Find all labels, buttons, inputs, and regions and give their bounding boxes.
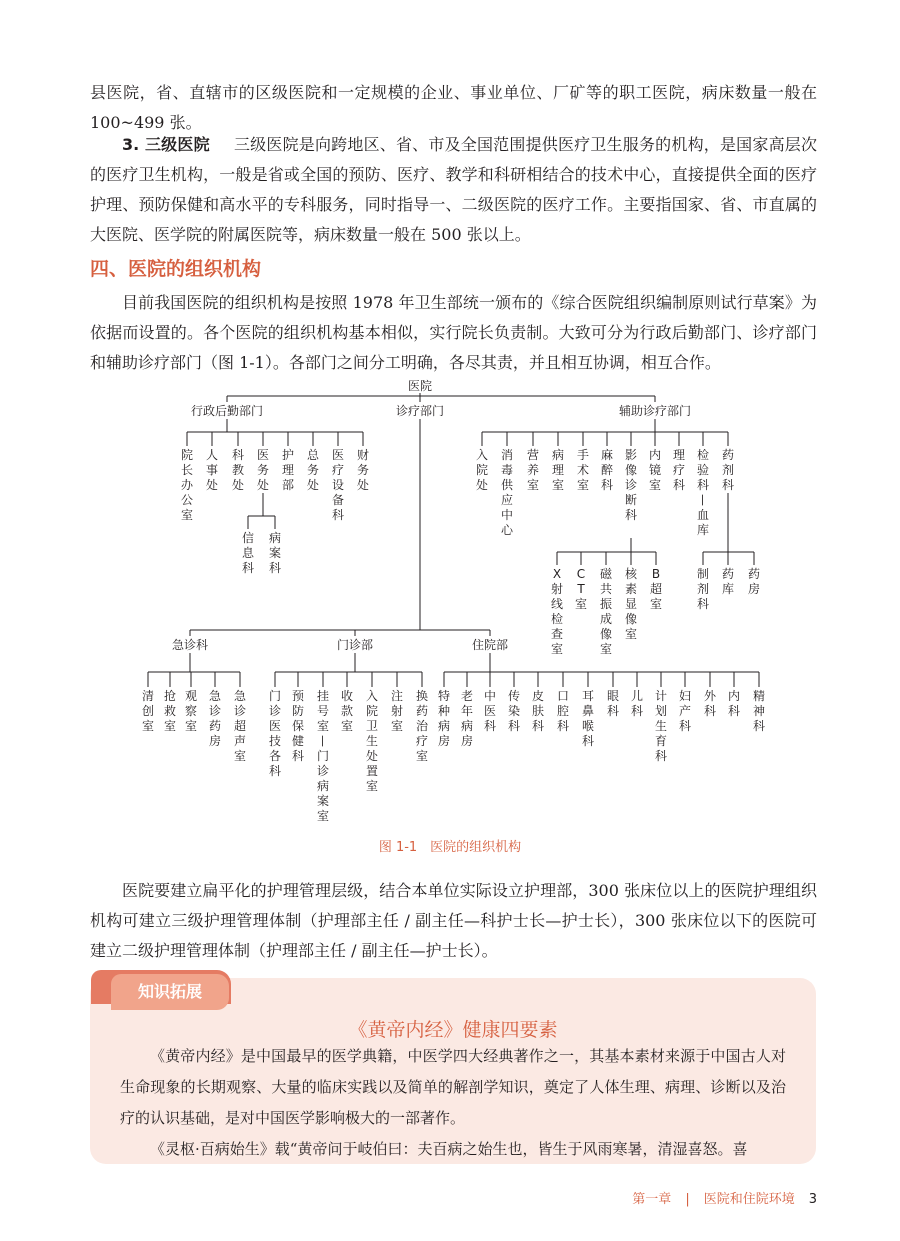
org-char: 科 — [678, 719, 692, 733]
org-char: 药 — [721, 448, 735, 462]
org-char: 内 — [727, 689, 741, 703]
org-inpatient-item — [582, 689, 594, 748]
org-char: 生 — [365, 734, 379, 748]
org-char: 库 — [721, 582, 735, 596]
org-char: 科 — [331, 508, 345, 522]
org-char: 共 — [599, 582, 613, 596]
section-heading: 四、医院的组织机构 — [90, 258, 262, 280]
org-char: 振 — [599, 597, 613, 611]
org-char: 门 — [316, 749, 330, 763]
org-char: 设 — [331, 478, 345, 492]
org-pharmacy-sub-item — [748, 567, 760, 596]
org-char: 药 — [415, 704, 429, 718]
paragraph-secondary-hospital: 县医院，省、直辖市的区级医院和一定规模的企业、事业单位、厂矿等的职工医院，病床数量一般在100~499 张。 — [90, 83, 817, 132]
org-char: 年 — [460, 704, 474, 718]
org-inpatient-item — [753, 688, 765, 733]
org-char: 室 — [624, 627, 638, 641]
org-char: 养 — [526, 463, 540, 477]
org-char: 检 — [696, 448, 710, 462]
org-char: 室 — [574, 597, 588, 611]
org-char: 疗 — [331, 463, 345, 477]
org-inpatient-item — [557, 689, 569, 733]
org-auxiliary-item — [577, 448, 589, 492]
org-char: 心 — [500, 523, 514, 537]
org-char: 射 — [550, 582, 564, 596]
org-char: 察 — [184, 704, 198, 718]
org-char: 处 — [205, 478, 219, 492]
org-char: 信 — [241, 531, 255, 545]
org-char: 特 — [437, 689, 451, 703]
org-emergency-item — [234, 688, 247, 763]
org-char: 抢 — [163, 689, 177, 703]
org-char: 划 — [654, 704, 668, 718]
org-char: 病 — [268, 531, 282, 545]
org-char: 室 — [648, 478, 662, 492]
org-char: 医 — [483, 704, 497, 718]
org-char: 院 — [180, 448, 194, 462]
org-char: 制 — [696, 567, 710, 581]
org-char: 院 — [365, 704, 379, 718]
org-outpatient-item — [292, 689, 304, 763]
org-char: 声 — [233, 734, 247, 748]
org-char: 像 — [624, 612, 638, 626]
org-char: 案 — [268, 546, 282, 560]
org-inpatient-item — [704, 689, 717, 718]
org-char: 总 — [306, 448, 320, 462]
org-inpatient-item — [607, 689, 619, 718]
org-char: 像 — [624, 463, 638, 477]
org-char: 预 — [291, 689, 305, 703]
org-admin-dept: 行政后勤部门 — [190, 404, 264, 418]
org-char: 诊 — [624, 478, 638, 492]
org-char: X — [552, 567, 562, 581]
org-char: 室 — [233, 749, 247, 763]
org-char: 室 — [184, 719, 198, 733]
org-char: 麻 — [600, 448, 614, 462]
org-char: 救 — [163, 704, 177, 718]
org-char: 入 — [365, 689, 379, 703]
knowledge-paragraph-1: 《黄帝内经》是中国最早的医学典籍，中医学四大经典著作之一，其基本素材来源于中国古人对生命现象的长期观察、大量的临床实践以及简单的解剖学知识，奠定了人体生理、病理、诊断以及治疗的认识基础，是对中国医学影响极大的一部著作。 — [120, 1047, 786, 1127]
org-char: 科 — [268, 561, 282, 575]
org-admin-item — [357, 447, 369, 492]
knowledge-title: 《黄帝内经》健康四要素 — [348, 1019, 558, 1041]
org-char: 检 — [550, 612, 564, 626]
org-char: 急 — [233, 689, 247, 703]
org-char: 醉 — [600, 463, 614, 477]
org-clinical-dept: 诊疗部门 — [395, 404, 445, 418]
org-char: — — [316, 735, 330, 747]
org-char: 妇 — [678, 689, 692, 703]
org-admin-item — [257, 448, 269, 492]
org-char: 疗 — [415, 734, 429, 748]
org-char: 号 — [316, 704, 330, 718]
org-pharmacy-sub-item — [697, 566, 709, 611]
footer-divider: | — [685, 1192, 690, 1207]
org-char: 理 — [551, 463, 565, 477]
org-char: 卫 — [365, 719, 379, 733]
org-char: 房 — [460, 734, 474, 748]
org-char: 护 — [281, 448, 295, 462]
org-char: 务 — [306, 463, 320, 477]
org-char: 科 — [696, 478, 710, 492]
org-char: 诊 — [233, 704, 247, 718]
org-char: 科 — [241, 561, 255, 575]
org-char: 皮 — [531, 689, 545, 703]
org-inpatient-item — [679, 688, 691, 733]
org-auxiliary-item — [722, 448, 734, 492]
org-char: 房 — [747, 582, 761, 596]
org-char: 事 — [205, 463, 219, 477]
org-char: 传 — [507, 689, 521, 703]
org-char: 肤 — [531, 704, 545, 718]
org-char: 处 — [475, 478, 489, 492]
org-char: 种 — [437, 704, 451, 718]
org-admin-item — [282, 447, 294, 492]
org-char: 生 — [654, 719, 668, 733]
org-char: 外 — [703, 689, 717, 703]
org-char: 眼 — [606, 689, 620, 703]
org-char: 处 — [306, 478, 320, 492]
org-outpatient-item — [391, 689, 403, 733]
org-imaging-sub-item — [650, 567, 662, 611]
org-char: 室 — [550, 642, 564, 656]
org-inpatient-item — [532, 688, 544, 733]
org-char: C — [576, 567, 586, 581]
org-char: 室 — [415, 749, 429, 763]
org-outpatient-item — [416, 688, 429, 763]
org-char: 处 — [356, 478, 370, 492]
org-char: 素 — [624, 582, 638, 596]
org-char: 急 — [208, 689, 222, 703]
org-char: 喉 — [581, 719, 595, 733]
org-char: 内 — [648, 448, 662, 462]
org-char: 处 — [231, 478, 245, 492]
knowledge-paragraph-2: 《灵枢·百病始生》载“黄帝问于岐伯曰：夫百病之始生也，皆生于风雨寒暑，清湿喜怒。喜 — [150, 1140, 748, 1158]
org-admin-item — [307, 448, 320, 492]
org-char: 科 — [727, 704, 741, 718]
org-char: 室 — [649, 597, 663, 611]
org-imaging-sub-item — [600, 567, 613, 656]
org-char: 各 — [268, 749, 282, 763]
org-inpatient-item — [655, 688, 667, 763]
org-char: 老 — [460, 689, 474, 703]
org-char: 医 — [268, 719, 282, 733]
org-char: 换 — [415, 689, 429, 703]
org-emergency-item — [185, 689, 197, 733]
org-char: 鼻 — [581, 704, 595, 718]
org-chart — [130, 372, 780, 842]
org-char: 口 — [556, 689, 570, 703]
org-char: 人 — [205, 448, 219, 462]
tertiary-hospital-text: 三级医院是向跨地区、省、市及全国范围提供医疗卫生服务的机构，是国家高层次的医疗卫生机构，一般是省或全国的预防、医疗、教学和科研相结合的技术中心，直接提供全面的医疗护理、预防保健和高水平的专科服务，同时指导一、二级医院的医疗工作。主要指国家、省、市直属的大医院、医学院的附属医院等，病床数量一般在 500 张以上。 — [90, 135, 817, 244]
org-auxiliary-item — [476, 448, 488, 492]
org-inpatient-item — [508, 688, 520, 733]
org-auxiliary-item — [696, 447, 710, 537]
org-char: 长 — [180, 463, 194, 477]
org-char: 查 — [550, 627, 564, 641]
org-char: 室 — [365, 779, 379, 793]
org-char: 儿 — [630, 689, 644, 703]
org-auxiliary-item — [625, 448, 637, 522]
org-inpatient-item — [484, 688, 496, 733]
org-admin-item — [232, 447, 244, 492]
org-char: 观 — [184, 689, 198, 703]
org-char: 注 — [390, 689, 404, 703]
org-inpatient-dept: 住院部 — [471, 638, 509, 652]
org-char: 科 — [696, 597, 710, 611]
org-char: 病 — [316, 779, 330, 793]
org-char: 室 — [599, 642, 613, 656]
org-emergency-item — [209, 688, 222, 748]
org-char: 科 — [531, 719, 545, 733]
org-char: 超 — [233, 719, 247, 733]
org-char: 务 — [356, 463, 370, 477]
org-admin-item — [206, 448, 218, 492]
org-char: 科 — [703, 704, 717, 718]
org-char: 科 — [581, 734, 595, 748]
org-char: 腔 — [556, 704, 570, 718]
org-char: 超 — [649, 582, 663, 596]
org-char: 室 — [163, 719, 177, 733]
org-char: T — [577, 582, 585, 596]
org-char: 款 — [340, 704, 354, 718]
org-auxiliary-item — [552, 447, 564, 492]
org-outpatient-item — [316, 688, 330, 823]
org-admin-item — [332, 448, 344, 522]
org-char: 室 — [576, 478, 590, 492]
org-char: 科 — [721, 478, 735, 492]
tertiary-hospital-label: 3. 三级医院 — [122, 135, 210, 154]
page-number: 3 — [808, 1192, 817, 1207]
org-char: 营 — [526, 448, 540, 462]
org-char: 室 — [340, 719, 354, 733]
org-char: 息 — [241, 546, 255, 560]
org-char: 教 — [231, 463, 245, 477]
org-char: 病 — [437, 719, 451, 733]
org-char: 创 — [141, 704, 155, 718]
org-char: 室 — [526, 478, 540, 492]
org-char: 病 — [460, 719, 474, 733]
org-char: 产 — [678, 704, 692, 718]
org-char: 收 — [340, 689, 354, 703]
org-imaging-sub-item — [551, 567, 563, 656]
org-char: 室 — [551, 478, 565, 492]
org-char: 科 — [654, 749, 668, 763]
org-char: 断 — [624, 493, 638, 507]
org-char: 镜 — [648, 463, 662, 477]
org-auxiliary-item — [601, 448, 614, 492]
org-char: 室 — [180, 508, 194, 522]
org-char: 治 — [415, 719, 429, 733]
footer-section: 医院和住院环境 — [703, 1192, 795, 1207]
org-outpatient-item — [341, 688, 353, 733]
org-char: 房 — [208, 734, 222, 748]
org-auxiliary-item — [649, 447, 661, 492]
org-char: 成 — [599, 612, 613, 626]
org-char: 健 — [291, 734, 305, 748]
org-char: 务 — [256, 463, 270, 477]
org-outpatient-item — [366, 689, 378, 793]
org-char: 线 — [550, 597, 564, 611]
org-char: 财 — [356, 448, 370, 462]
org-char: 药 — [721, 567, 735, 581]
org-char: 房 — [437, 734, 451, 748]
page-footer — [632, 1188, 817, 1207]
org-pharmacy-sub-item — [722, 567, 734, 596]
org-char: 科 — [291, 749, 305, 763]
org-inpatient-item — [728, 688, 740, 718]
org-char: 科 — [630, 704, 644, 718]
org-char: 术 — [576, 463, 590, 477]
org-char: 病 — [551, 448, 565, 462]
org-char: 科 — [556, 719, 570, 733]
org-char: 科 — [600, 478, 614, 492]
org-char: 像 — [599, 627, 613, 641]
org-char: 毒 — [500, 463, 514, 477]
org-medical-sub-item — [269, 530, 281, 575]
org-char: 科 — [268, 764, 282, 778]
org-char: 影 — [624, 448, 638, 462]
org-char: 案 — [316, 794, 330, 808]
org-inpatient-item — [631, 689, 643, 718]
org-char: 计 — [654, 689, 668, 703]
org-char: 血 — [696, 508, 710, 522]
org-char: 理 — [281, 463, 295, 477]
org-char: 剂 — [696, 582, 710, 596]
org-char: 消 — [500, 448, 514, 462]
org-char: 院 — [475, 463, 489, 477]
org-outpatient-item — [269, 688, 281, 778]
org-char: 清 — [141, 689, 155, 703]
org-char: B — [651, 567, 661, 581]
org-emergency-dept: 急诊科 — [171, 638, 209, 652]
org-imaging-sub-item — [625, 566, 638, 641]
org-char: 核 — [624, 567, 638, 581]
footer-chapter: 第一章 — [632, 1192, 672, 1207]
org-char: 室 — [141, 719, 155, 733]
org-char: 药 — [747, 567, 761, 581]
org-char: 诊 — [268, 704, 282, 718]
org-char: 医 — [256, 448, 270, 462]
org-char: 疗 — [672, 463, 686, 477]
org-char: 室 — [390, 719, 404, 733]
knowledge-tab: 知识拓展 — [111, 974, 229, 1010]
org-auxiliary-item — [527, 447, 539, 492]
org-char: 科 — [752, 719, 766, 733]
org-char: 库 — [696, 523, 710, 537]
org-char: 应 — [500, 493, 514, 507]
org-char: — — [696, 494, 710, 506]
org-char: 挂 — [316, 689, 330, 703]
org-char: 室 — [316, 809, 330, 823]
org-emergency-item — [142, 688, 154, 733]
org-char: 科 — [624, 508, 638, 522]
org-char: 理 — [672, 448, 686, 462]
org-char: 置 — [365, 764, 379, 778]
org-char: 磁 — [599, 567, 613, 581]
org-char: 诊 — [316, 764, 330, 778]
org-char: 处 — [256, 478, 270, 492]
org-char: 科 — [507, 719, 521, 733]
org-auxiliary-item — [501, 447, 514, 537]
org-auxiliary-item — [673, 448, 685, 492]
org-char: 育 — [654, 734, 668, 748]
org-auxiliary-dept: 辅助诊疗部门 — [618, 404, 692, 418]
org-char: 神 — [752, 704, 766, 718]
org-char: 医 — [331, 448, 345, 462]
org-char: 处 — [365, 749, 379, 763]
org-char: 验 — [696, 463, 710, 477]
paragraph-org-structure: 目前我国医院的组织机构是按照 1978 年卫生部统一颁布的《综合医院组织编制原则试行草案》为依据而设置的。各个医院的组织机构基本相似，实行院长负责制。大致可分为行政后勤部门、诊疗部门和辅助诊疗部门（图 1-1）。各部门之间分工明确，各尽其责，并且相互协调，相互合作。 — [90, 293, 817, 372]
org-char: 手 — [576, 448, 590, 462]
org-char: 耳 — [581, 689, 595, 703]
org-char: 显 — [624, 597, 638, 611]
org-char: 供 — [500, 478, 514, 492]
org-char: 中 — [483, 689, 497, 703]
paragraph-tertiary-hospital — [90, 130, 817, 250]
org-char: 技 — [268, 734, 282, 748]
figure-caption: 图 1-1 医院的组织机构 — [378, 840, 522, 855]
org-char: 中 — [500, 508, 514, 522]
org-char: 剂 — [721, 463, 735, 477]
org-char: 部 — [281, 478, 295, 492]
org-admin-item — [181, 448, 194, 522]
org-char: 室 — [316, 719, 330, 733]
org-char: 射 — [390, 704, 404, 718]
org-emergency-item — [164, 688, 176, 733]
org-char: 备 — [331, 493, 345, 507]
org-inpatient-item — [438, 688, 450, 748]
org-char: 公 — [180, 493, 194, 507]
paragraph-nursing-management: 医院要建立扁平化的护理管理层级，结合本单位实际设立护理部，300 张床位以上的医院护理组织机构可建立三级护理管理体制（护理部主任 / 副主任—科护士长—护士长），300 张床位以下的医院可建立二级护理管理体制（护理部主任 / 副主任—护士长）。 — [90, 881, 817, 960]
org-char: 科 — [483, 719, 497, 733]
org-char: 药 — [208, 719, 222, 733]
org-char: 防 — [291, 704, 305, 718]
org-medical-sub-item — [242, 530, 255, 575]
org-char: 科 — [231, 448, 245, 462]
org-char: 科 — [672, 478, 686, 492]
org-outpatient-dept: 门诊部 — [336, 638, 374, 652]
org-char: 办 — [180, 478, 194, 492]
org-char: 保 — [291, 719, 305, 733]
org-char: 门 — [268, 689, 282, 703]
org-imaging-sub-item — [575, 567, 587, 611]
org-root: 医院 — [407, 379, 433, 393]
org-char: 入 — [475, 448, 489, 462]
org-char: 科 — [606, 704, 620, 718]
org-char: 诊 — [208, 704, 222, 718]
org-char: 染 — [507, 704, 521, 718]
org-char: 精 — [752, 689, 766, 703]
org-inpatient-item — [461, 688, 473, 748]
